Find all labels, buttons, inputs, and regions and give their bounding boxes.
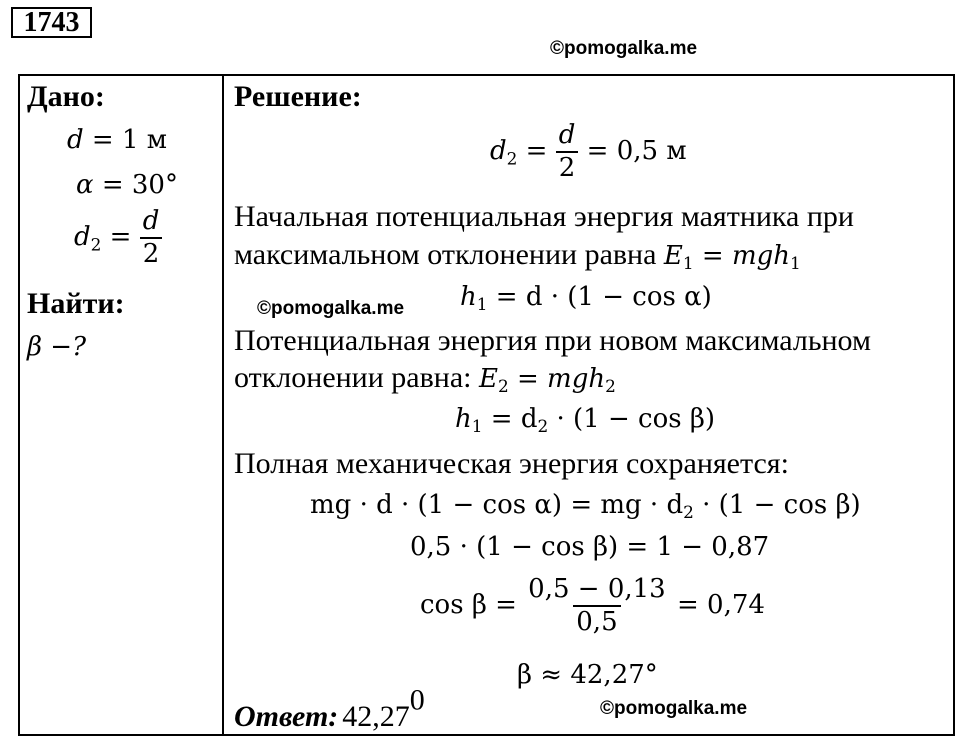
text-2-line-1: Потенциальная энергия при новом максимальном <box>234 324 871 357</box>
given-d: d = 1 м <box>67 125 168 155</box>
eq-beta-result: β ≈ 42,27° <box>517 660 658 690</box>
text-3: Полная механическая энергия сохраняется: <box>234 447 789 480</box>
eq-cos-beta: cos β = $\frac{0,5 - 0,13}{0,5}$ = 0,74 <box>420 574 765 638</box>
find-value: β −? <box>27 332 87 362</box>
watermark: ©pomogalka.me <box>257 298 405 319</box>
answer: Ответ: 42,27$^0$ <box>234 683 425 733</box>
eq-d2: $d_2$ = $\frac{d}{2}$ = 0,5 м <box>490 120 687 184</box>
problem-number: 1743 <box>11 7 92 38</box>
eq-step: 0,5 · (1 − cos β) = 1 − 0,87 <box>410 532 770 562</box>
text-1-line-1: Начальная потенциальная энергия маятника при <box>234 200 854 233</box>
text-2-line-2: отклонении равна: $E_2 = mgh_2$ <box>234 361 616 397</box>
given-heading: Дано: <box>27 80 105 113</box>
given-alpha: α = 30° <box>76 170 178 200</box>
column-divider <box>222 74 224 736</box>
find-heading: Найти: <box>27 287 125 320</box>
eq-conservation: mg · d · (1 − cos α) = mg · $d_2 \cdot (1 - \cos \beta)$ <box>310 490 861 523</box>
solution-heading: Решение: <box>234 80 362 113</box>
watermark: ©pomogalka.me <box>600 698 748 719</box>
given-d2: $d_2$ = $\frac{d}{2}$ <box>74 206 162 270</box>
eq-h1: $h_1 = d \cdot (1 - \cos \alpha)$ <box>460 282 712 315</box>
text-1-line-2: максимальном отклонении равна $E_1 = mgh_1$ <box>234 238 801 274</box>
watermark: ©pomogalka.me <box>550 38 698 59</box>
eq-h1-beta: $h_1 = d_2 \cdot (1 - \cos \beta)$ <box>455 404 716 437</box>
